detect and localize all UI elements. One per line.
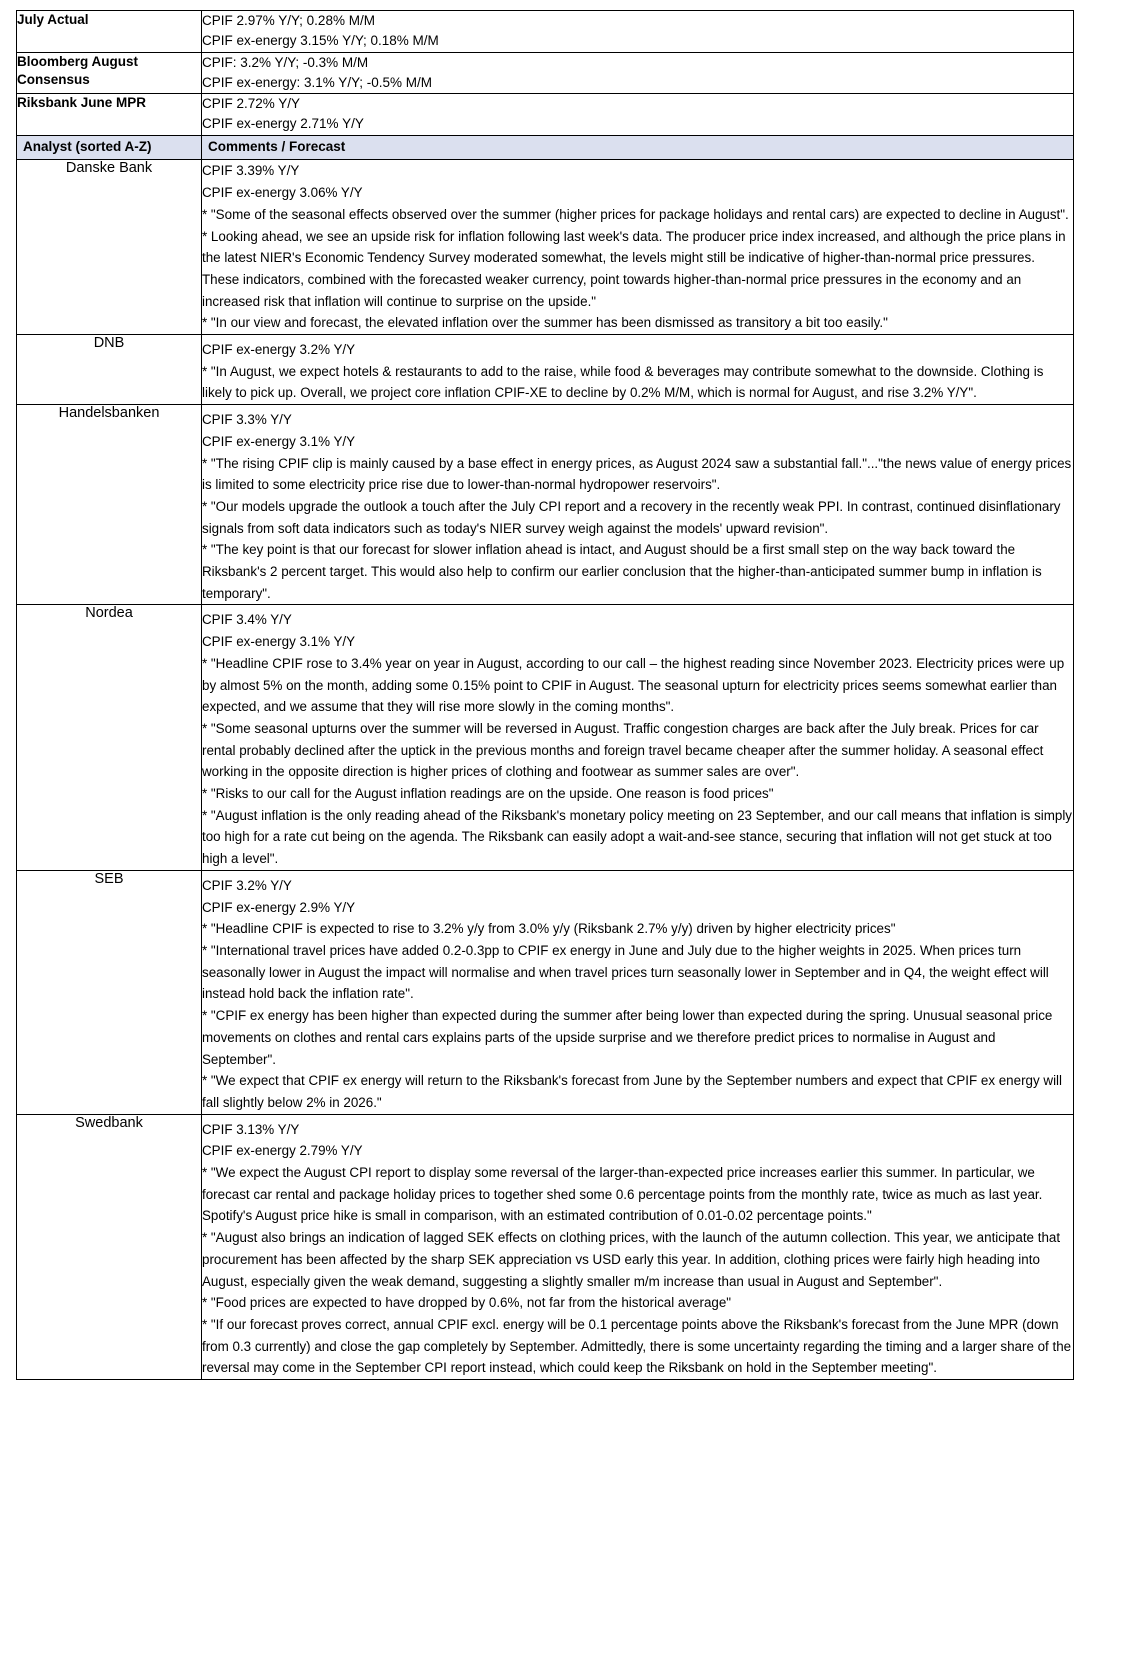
forecast-line: CPIF ex-energy 2.79% Y/Y xyxy=(202,1143,363,1159)
comment-line: * "Some of the seasonal effects observed over the summer (higher prices for package holidays and rental cars) are expected to decline in August". xyxy=(202,206,1069,222)
comment-line: * "In our view and forecast, the elevated inflation over the summer has been dismissed as transitory a bit too easily." xyxy=(202,315,888,331)
row-value-july-actual xyxy=(202,11,1074,53)
analyst-comments xyxy=(202,605,1074,870)
table-header-row xyxy=(17,135,1074,160)
comment-line: * "Headline CPIF rose to 3.4% year on year in August, according to our call – the highest reading since November 2023. Electricity prices were up by almost 5% on the month, adding some 0.15% point to CPIF in August. The seasonal upturn for electricity prices seems somewhat earlier than expected, and we assume that they will rise more slowly in the coming months". xyxy=(202,655,1065,715)
table-row xyxy=(17,605,1074,870)
comment-line: * "Risks to our call for the August inflation readings are on the upside. One reason is food prices" xyxy=(202,786,774,802)
table-body xyxy=(17,11,1074,1380)
comment-line: * "International travel prices have added 0.2-0.3pp to CPIF ex energy in June and July due to the higher weights in 2025. When prices turn seasonally lower in August the impact will normalise and when travel prices turn seasonally lower in September and in Q4, the weight effect will instead hold back the inflation rate". xyxy=(202,943,1049,1002)
table-row-bloomberg-consensus xyxy=(17,52,1074,94)
row-label-bloomberg-consensus: Bloomberg August Consensus xyxy=(17,52,202,94)
comment-line: * "If our forecast proves correct, annual CPIF excl. energy will be 0.1 percentage points above the Riksbank's forecast from the June MPR (down from 0.3 currently) and close the gap completely by September. Admittedly, there is some uncertainty regarding the timing and a larger share of the reversal may come in the September CPI report instead, which could keep the Riksbank on hold in the September meeting". xyxy=(202,1316,1072,1376)
table-row xyxy=(17,870,1074,1114)
analyst-name: Handelsbanken xyxy=(17,405,202,605)
comment-line: * "Our models upgrade the outlook a touch after the July CPI report and a recovery in the recently weak PPI. In contrast, continued disinflationary signals from soft data indicators such as today's NIER survey weigh against the models' upward revision". xyxy=(202,498,1061,536)
analyst-name: SEB xyxy=(17,870,202,1114)
comment-line: * "We expect that CPIF ex energy will return to the Riksbank's forecast from June by the September numbers and expect that CPIF ex energy will fall slightly below 2% in 2026." xyxy=(202,1073,1062,1110)
table-row-riksbank-mpr xyxy=(17,94,1074,136)
row-label-july-actual: July Actual xyxy=(17,11,202,53)
comment-line: * "Some seasonal upturns over the summer will be reversed in August. Traffic congestion charges are back after the July break. Prices for car rental probably declined after the uptick in the previous months and foreign travel became cheaper after the summer holiday. A seasonal effect working in the opposite direction is higher prices of clothing and footwear as summer sales are over". xyxy=(202,720,1044,780)
comment-line: * "August also brings an indication of lagged SEK effects on clothing prices, with the launch of the autumn collection. This year, we anticipate that procurement has been affected by the sharp SEK appreciation vs USD early this year. In addition, clothing prices were fairly high heading into August, especially given the weak demand, suggesting a slightly smaller m/m increase than usual in August and September". xyxy=(202,1230,1061,1289)
comment-line: * "We expect the August CPI report to display some reversal of the larger-than-expected price increases earlier this summer. In particular, we forecast car rental and package holiday prices to together shed some 0.6 percentage points from the monthly rate, twice as much as last year. Spotify's August price hike is small in comparison, with an estimated contribution of 0.01-0.02 percentage points." xyxy=(202,1165,1043,1224)
analyst-name: Nordea xyxy=(17,605,202,870)
comment-line: * "Headline CPIF is expected to rise to 3.2% y/y from 3.0% y/y (Riksbank 2.7% y/y) driven by higher electricity prices" xyxy=(202,921,896,937)
analyst-comments xyxy=(202,160,1074,335)
comment-line: * "In August, we expect hotels & restaurants to add to the raise, while food & beverages may contribute somewhat to the downside. Clothing is likely to pick up. Overall, we project core inflation CPIF-XE to decline by 0.2% M/M, which is normal for August, and rise 3.2% Y/Y". xyxy=(202,363,1044,401)
comment-line: * "CPIF ex energy has been higher than expected during the summer after being lower than expected during the spring. Unusual seasonal price movements on clothes and rental cars explains parts of the upside surprise and we therefore predict prices to normalise in August and September". xyxy=(202,1008,1053,1067)
comment-line: * "August inflation is the only reading ahead of the Riksbank's monetary policy meeting on 23 September, and our call means that inflation is simply too high for a rate cut being on the agenda. The Riksbank can easily adopt a wait-and-see stance, securing that inflation will not get stuck at too high a level". xyxy=(202,807,1073,867)
column-header-analyst: Analyst (sorted A-Z) xyxy=(17,135,202,160)
analyst-name: Danske Bank xyxy=(17,160,202,335)
analyst-comments xyxy=(202,405,1074,605)
riksbank-cpif: CPIF 2.72% Y/Y xyxy=(202,96,301,111)
comment-line: * "The key point is that our forecast for slower inflation ahead is intact, and August should be a first small step on the way back toward the Riksbank's 2 percent target. This would also help to confirm our earlier conclusion that the higher-than-anticipated summer bump in inflation is temporary". xyxy=(202,542,1042,601)
table-row-july-actual xyxy=(17,11,1074,53)
forecast-line: CPIF 3.4% Y/Y xyxy=(202,612,292,628)
analyst-comments xyxy=(202,1114,1074,1379)
forecast-line: CPIF 3.39% Y/Y xyxy=(202,163,300,179)
analyst-name: DNB xyxy=(17,335,202,405)
analyst-comments xyxy=(202,870,1074,1114)
row-value-bloomberg-consensus xyxy=(202,52,1074,94)
analyst-name: Swedbank xyxy=(17,1114,202,1379)
comment-line: * "The rising CPIF clip is mainly caused by a base effect in energy prices, as August 2024 saw a substantial fall."..."the news value of energy prices is limited to some electricity price rise due to lower-than-normal hydropower reservoirs". xyxy=(202,455,1072,493)
forecast-line: CPIF 3.2% Y/Y xyxy=(202,877,292,893)
july-actual-cpif: CPIF 2.97% Y/Y; 0.28% M/M xyxy=(202,13,375,28)
comment-line: * "Food prices are expected to have dropped by 0.6%, not far from the historical average" xyxy=(202,1295,732,1311)
analyst-forecast-table xyxy=(16,10,1074,1380)
analyst-comments xyxy=(202,335,1074,405)
table-row xyxy=(17,160,1074,335)
forecast-line: CPIF 3.13% Y/Y xyxy=(202,1121,300,1137)
row-label-riksbank-mpr: Riksbank June MPR xyxy=(17,94,202,136)
bloomberg-cpif-ex-energy: CPIF ex-energy: 3.1% Y/Y; -0.5% M/M xyxy=(202,74,432,90)
forecast-line: CPIF ex-energy 3.06% Y/Y xyxy=(202,185,363,201)
july-actual-cpif-ex-energy: CPIF ex-energy 3.15% Y/Y; 0.18% M/M xyxy=(202,33,439,49)
row-value-riksbank-mpr xyxy=(202,94,1074,136)
column-header-comments: Comments / Forecast xyxy=(202,135,1074,160)
table-row xyxy=(17,405,1074,605)
forecast-line: CPIF 3.3% Y/Y xyxy=(202,412,292,428)
riksbank-cpif-ex-energy: CPIF ex-energy 2.71% Y/Y xyxy=(202,116,364,132)
forecast-line: CPIF ex-energy 3.1% Y/Y xyxy=(202,634,356,650)
table-row xyxy=(17,335,1074,405)
table-row xyxy=(17,1114,1074,1379)
forecast-line: CPIF ex-energy 3.2% Y/Y xyxy=(202,342,356,358)
forecast-line: CPIF ex-energy 2.9% Y/Y xyxy=(202,899,356,915)
forecast-line: CPIF ex-energy 3.1% Y/Y xyxy=(202,433,356,449)
bloomberg-cpif: CPIF: 3.2% Y/Y; -0.3% M/M xyxy=(202,54,369,70)
comment-line: * Looking ahead, we see an upside risk for inflation following last week's data. The producer price index increased, and although the price plans in the latest NIER's Economic Tendency Survey moderated somewhat, the levels might still be indicative of higher-than-normal price pressures. These indicators, combined with the forecasted weaker currency, point towards higher-than-normal price pressures in the economy and an increased risk that inflation will continue to surprise on the upside." xyxy=(202,228,1066,309)
